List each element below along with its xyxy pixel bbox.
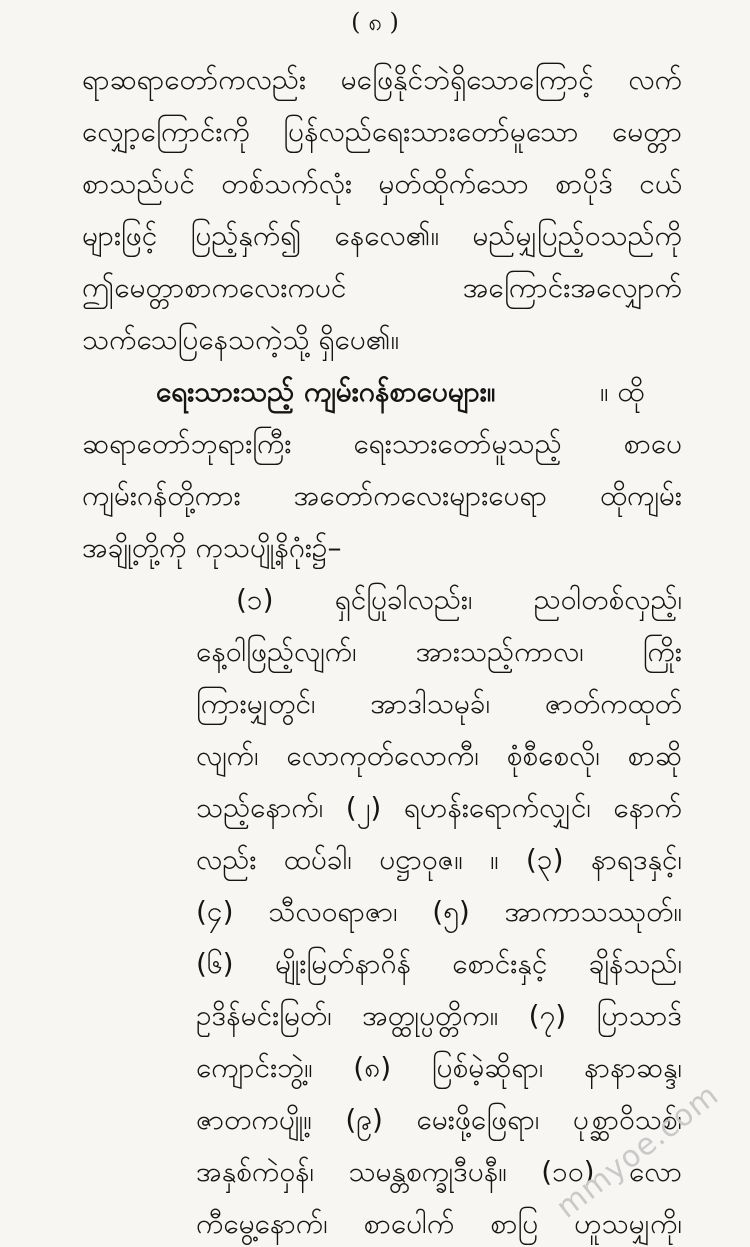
text-line: ဆရာတော်ဘုရားကြီး ရေးသားတော်မူသည့် စာပေ [82, 427, 682, 460]
verse-line: (၆) မျိုးမြတ်နာဂိန် စောင်းနှင့် ချိန်သည်၊ [196, 947, 682, 980]
verse-line: (၁) ရှင်ပြုခါလည်း၊ ညဝါတစ်လှည့်၊ [236, 583, 682, 616]
verse-line: နေ့ဝါဖြည့်လျက်၊ အားသည့်ကာလ၊ ကြိုး [196, 635, 682, 668]
text-line: ရာဆရာတော်ကလည်း မဖြေနိုင်ဘဲရှိသောကြောင့် လက် [82, 63, 682, 96]
verse-line: ဥဒိန်မင်းမြတ်၊ အတ္ထုပ္ပတ္တိက။ (၇) ပြာသာဒ် [196, 999, 682, 1032]
section-heading: ရေးသားသည့် ကျမ်းဂန်စာပေများ။ [156, 375, 496, 408]
verse-line: ကြားမျှတွင်၊ အာဒါသမုခ်၊ ဇာတ်ကထုတ် [196, 687, 682, 720]
verse-line: (၄) သီလဝရာဇာ၊ (၅) အာကာသဿုတ်။ [196, 895, 682, 928]
verse-line: ဇာတကပျို့။ (၉) မေးဖို့ဖြေရာ၊ ပုစ္ဆာဝိသစ်၊ [196, 1103, 682, 1136]
text-line: များဖြင့် ပြည့်နှက်၍ နေလေ၏။ မည်မျှပြည့်ဝသည်ကို [82, 219, 682, 252]
text-line: ဤမေတ္တာစာကလေးကပင် အကြောင်းအလျှောက် [82, 271, 682, 304]
watermark: mmyoe.com [550, 1077, 726, 1226]
text-line: ။ ထို [600, 375, 645, 408]
text-line: သက်သေပြနေသကဲ့သို့ ရှိပေ၏။ [82, 323, 400, 356]
text-line: စာသည်ပင် တစ်သက်လုံး မှတ်ထိုက်သော စာပိုဒ် ငယ် [82, 167, 682, 200]
page-number: ( ၈ ) [351, 8, 399, 36]
text-line: ကျမ်းဂန်တို့ကား အတော်ကလေးများပေရာ ထိုကျမ်း [82, 479, 682, 512]
verse-line: လျက်၊ လောကုတ်လောကီ၊ စုံစီစေလို၊ စာဆို [196, 739, 682, 772]
text-line: အချို့တို့ကို ကုသပျို့နိဂုံး၌– [82, 531, 342, 564]
verse-line: ကီမွေ့နောက်၊ စာပေါက် စာပြ ဟူသမျှကို၊ [196, 1207, 682, 1240]
verse-line: ကျောင်းဘွဲ့။ (၈) ပြစ်မဲ့ဆိုရာ၊ နာနာဆန္ဒ၊ [196, 1051, 682, 1084]
verse-line: သည့်နောက်၊ (၂) ရဟန်းရောက်လျှင်၊ နောက် [196, 791, 682, 824]
verse-line: လည်း ထပ်ခါ၊ ပဋ္ဌာဝုဇ။ ။ (၃) နာရဒနှင့်၊ [196, 843, 682, 876]
verse-line: အနှစ်ကဲဝှန်၊ သမန္တစက္ခုဒီပနီ။ (၁၀) လော [196, 1155, 682, 1188]
text-line: လျှော့ကြောင်းကို ပြန်လည်ရေးသားတော်မူသော မေတ္တာ [82, 115, 682, 148]
